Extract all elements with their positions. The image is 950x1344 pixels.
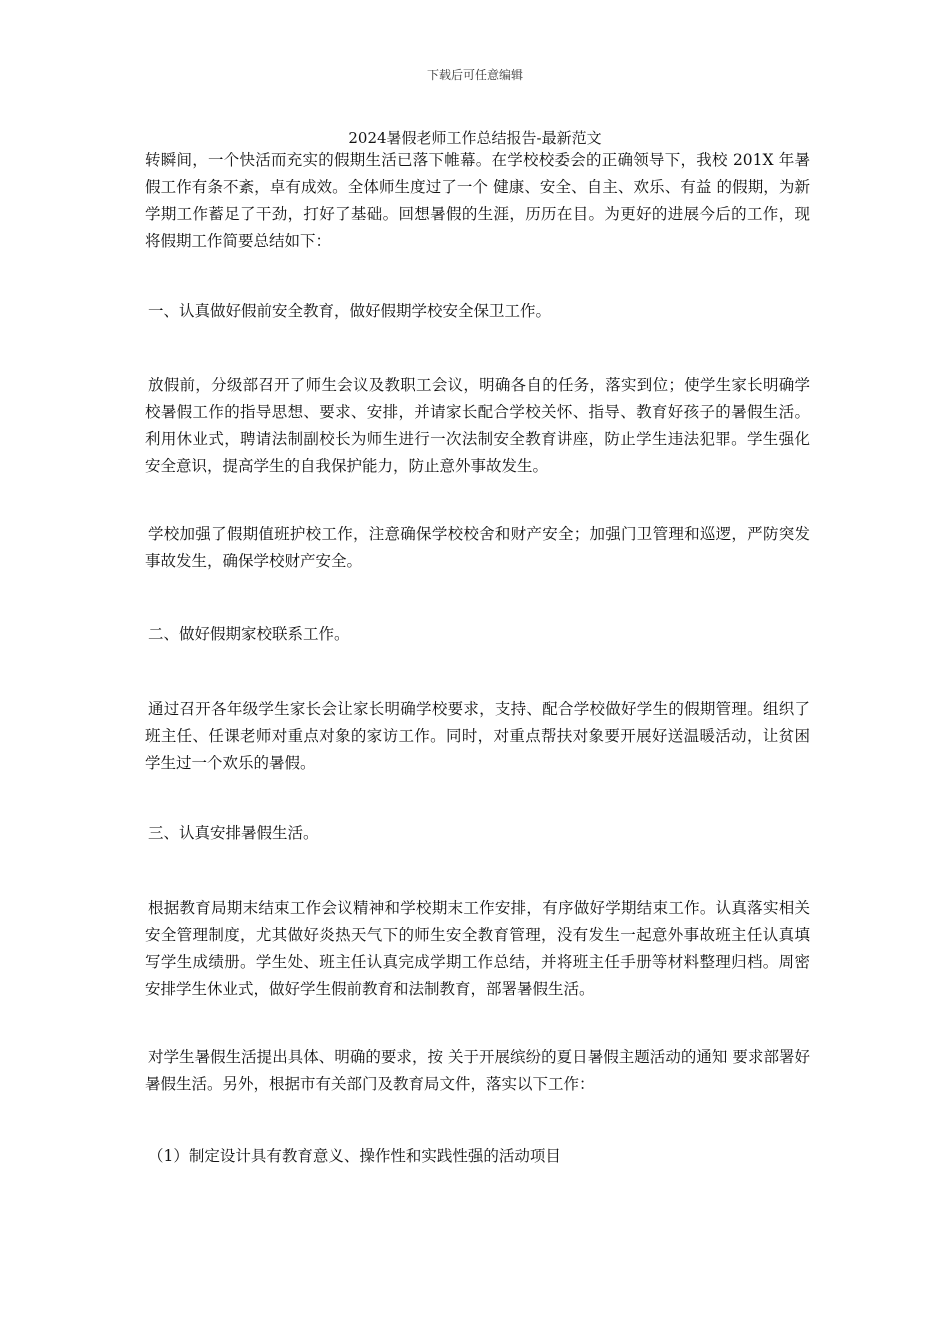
document-title: 2024暑假老师工作总结报告-最新范文 bbox=[348, 129, 602, 147]
section-heading-3: 三、认真安排暑假生活。 bbox=[148, 824, 319, 842]
paragraph-home-school: 通过召开各年级学生家长会让家长明确学校要求，支持、配合学校做好学生的假期管理。组织了班主任、任课老师对重点对象的家访工作。同时，对重点帮扶对象要开展好送温暖活动，让贫困学生过一个欢乐的暑假。 bbox=[145, 700, 810, 772]
section-heading-1: 一、认真做好假前安全教育，做好假期学校安全保卫工作。 bbox=[148, 302, 552, 320]
section-heading-2: 二、做好假期家校联系工作。 bbox=[148, 625, 350, 643]
paragraph-campus-security: 学校加强了假期值班护校工作，注意确保学校校舍和财产安全；加强门卫管理和巡逻，严防突发事故发生，确保学校财产安全。 bbox=[145, 525, 810, 570]
paragraph-term-end: 根据教育局期末结束工作会议精神和学校期末工作安排，有序做好学期结束工作。认真落实相关安全管理制度，尤其做好炎热天气下的师生安全教育管理，没有发生一起意外事故班主任认真填写学生成绩册。学生处、班主任认真完成学期工作总结，并将班主任手册等材料整理归档。周密安排学生休业式，做好学生假前教育和法制教育，部署暑假生活。 bbox=[145, 899, 810, 998]
paragraph-safety-education: 放假前，分级部召开了师生会议及教职工会议，明确各自的任务，落实到位；使学生家长明确学校暑假工作的指导思想、要求、安排，并请家长配合学校关怀、指导、教育好孩子的暑假生活。利用休业式，聘请法制副校长为师生进行一次法制安全教育讲座，防止学生违法犯罪。学生强化安全意识，提高学生的自我保护能力，防止意外事故发生。 bbox=[145, 376, 810, 475]
paragraph-intro: 转瞬间，一个快活而充实的假期生活已落下帷幕。在学校校委会的正确领导下，我校 201X 年暑假工作有条不紊，卓有成效。全体师生度过了一个 健康、安全、自主、欢乐、有益 的假期，为新学期工作蓄足了干劲，打好了基础。回想暑假的生涯，历历在目。为更好的进展今后的工作，现将假期工作简要总结如下： bbox=[145, 151, 810, 250]
paragraph-summer-requirements: 对学生暑假生活提出具体、明确的要求，按 关于开展缤纷的夏日暑假主题活动的通知 要求部署好暑假生活。另外，根据市有关部门及教育局文件，落实以下工作： bbox=[145, 1048, 810, 1093]
list-item-1: （1）制定设计具有教育意义、操作性和实践性强的活动项目 bbox=[148, 1147, 561, 1165]
page-header-note: 下载后可任意编辑 bbox=[426, 68, 523, 82]
